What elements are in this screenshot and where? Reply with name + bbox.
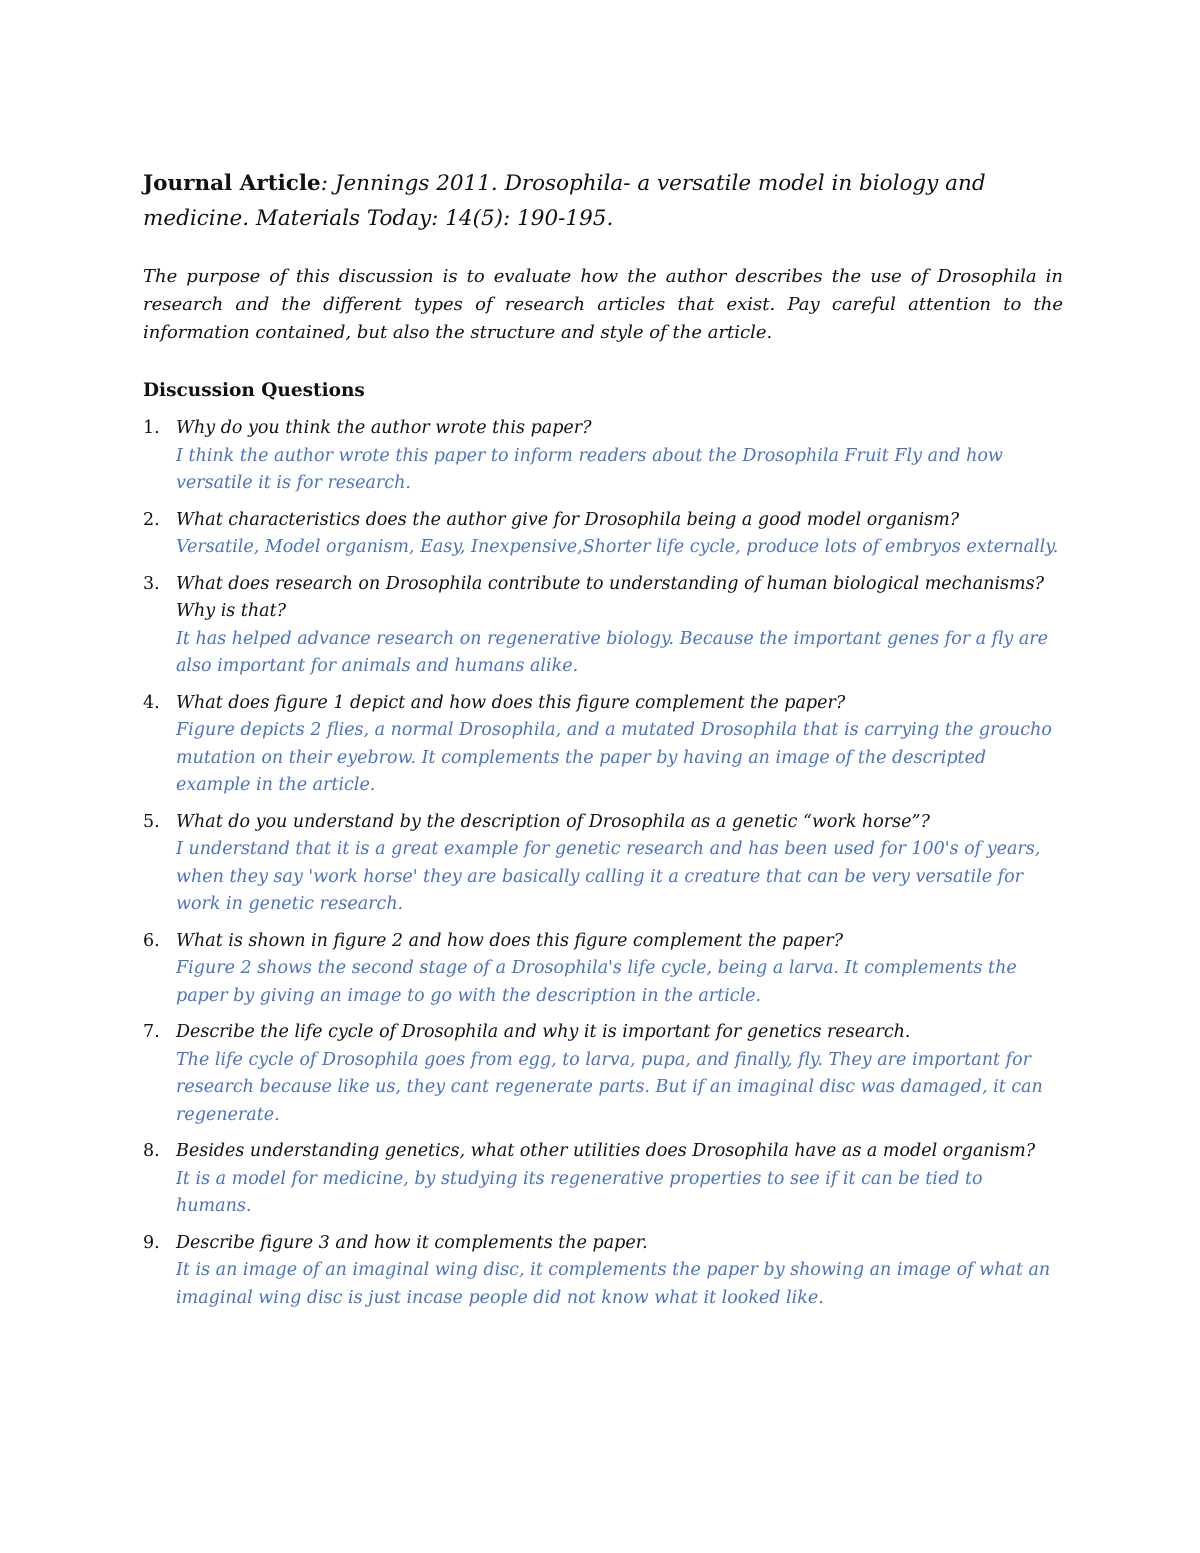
- answer-text: It is an image of an imaginal wing disc, it complements the paper by showing an image of what an imaginal wing disc is just incase people did not know what it looked like.: [176, 1260, 1051, 1308]
- answer-text: It has helped advance research on regenerative biology. Because the important genes for a fly are also important for animals and humans alike.: [176, 628, 1049, 676]
- question-item-1: [143, 415, 1063, 498]
- discussion-questions-heading: Discussion Questions: [143, 380, 365, 401]
- question-item-6: [143, 928, 1063, 1011]
- question-number: 8.: [143, 1141, 160, 1161]
- question-text: Besides understanding genetics, what other utilities does Drosophila have as a model organism?: [176, 1141, 1036, 1161]
- question-item-7: [143, 1019, 1063, 1129]
- answer-text: Figure 2 shows the second stage of a Drosophila's life cycle, being a larva. It complements the paper by giving an image to go with the description in the article.: [176, 958, 1017, 1006]
- answer-text: I think the author wrote this paper to inform readers about the Drosophila Fruit Fly and how versatile it is for research.: [176, 445, 1003, 493]
- question-number: 6.: [143, 930, 160, 951]
- question-text: Describe figure 3 and how it complements the paper.: [176, 1232, 648, 1253]
- question-number: 3.: [143, 573, 160, 594]
- citation-label: Journal Article: [143, 171, 321, 196]
- question-item-9: [143, 1230, 1063, 1313]
- question-text: What do you understand by the description of Drosophila as a genetic “work horse”?: [176, 811, 930, 832]
- question-number: 2.: [143, 509, 160, 530]
- question-text: Why do you think the author wrote this paper?: [176, 418, 592, 438]
- purpose-paragraph: The purpose of this discussion is to evaluate how the author describes the use of Drosophila in research and the different types of research articles that exist. Pay careful attention to the information contained, but also the structure and style of the article.: [143, 266, 1063, 343]
- question-number: 9.: [143, 1232, 160, 1253]
- question-text: What is shown in figure 2 and how does this figure complement the paper?: [176, 930, 843, 951]
- question-list: [143, 415, 1063, 1312]
- question-item-4: [143, 690, 1063, 800]
- article-citation: [143, 166, 1063, 236]
- answer-text: The life cycle of Drosophila goes from egg, to larva, pupa, and finally, fly. They are important for research because like us, they cant regenerate parts. But if an imaginal disc was damaged, it can regenerate.: [176, 1049, 1043, 1125]
- question-number: 5.: [143, 811, 160, 832]
- question-number: 4.: [143, 692, 160, 713]
- question-item-5: [143, 809, 1063, 919]
- question-text: Describe the life cycle of Drosophila and why it is important for genetics research.: [176, 1022, 911, 1042]
- question-text: What does research on Drosophila contribute to understanding of human biological mechanisms? Why is that?: [176, 573, 1044, 621]
- answer-text: I understand that it is a great example for genetic research and has been used for 100's of years, when they say 'work horse' they are basically calling it a creature that can be very versatile for work in genetic research.: [176, 839, 1041, 914]
- question-item-2: [143, 507, 1063, 562]
- question-text: What does figure 1 depict and how does this figure complement the paper?: [176, 692, 846, 713]
- question-number: 1.: [143, 418, 160, 438]
- question-number: 7.: [143, 1022, 160, 1042]
- question-item-8: [143, 1138, 1063, 1221]
- citation-text: Jennings 2011. Drosophila- a versatile model in biology and medicine. Materials Today: 14(5): 190-195.: [143, 171, 986, 231]
- question-item-3: [143, 571, 1063, 681]
- answer-text: Figure depicts 2 flies, a normal Drosophila, and a mutated Drosophila that is carrying the groucho mutation on their eyebrow. It complements the paper by having an image of the descripted example in the article.: [176, 720, 1052, 795]
- answer-text: Versatile, Model organism, Easy, Inexpensive,Shorter life cycle, produce lots of embryos externally.: [176, 537, 1059, 557]
- citation-colon: :: [320, 171, 328, 196]
- question-text: What characteristics does the author give for Drosophila being a good model organism?: [176, 509, 960, 530]
- document-body: [143, 166, 1063, 1321]
- answer-text: It is a model for medicine, by studying its regenerative properties to see if it can be tied to humans.: [176, 1168, 983, 1216]
